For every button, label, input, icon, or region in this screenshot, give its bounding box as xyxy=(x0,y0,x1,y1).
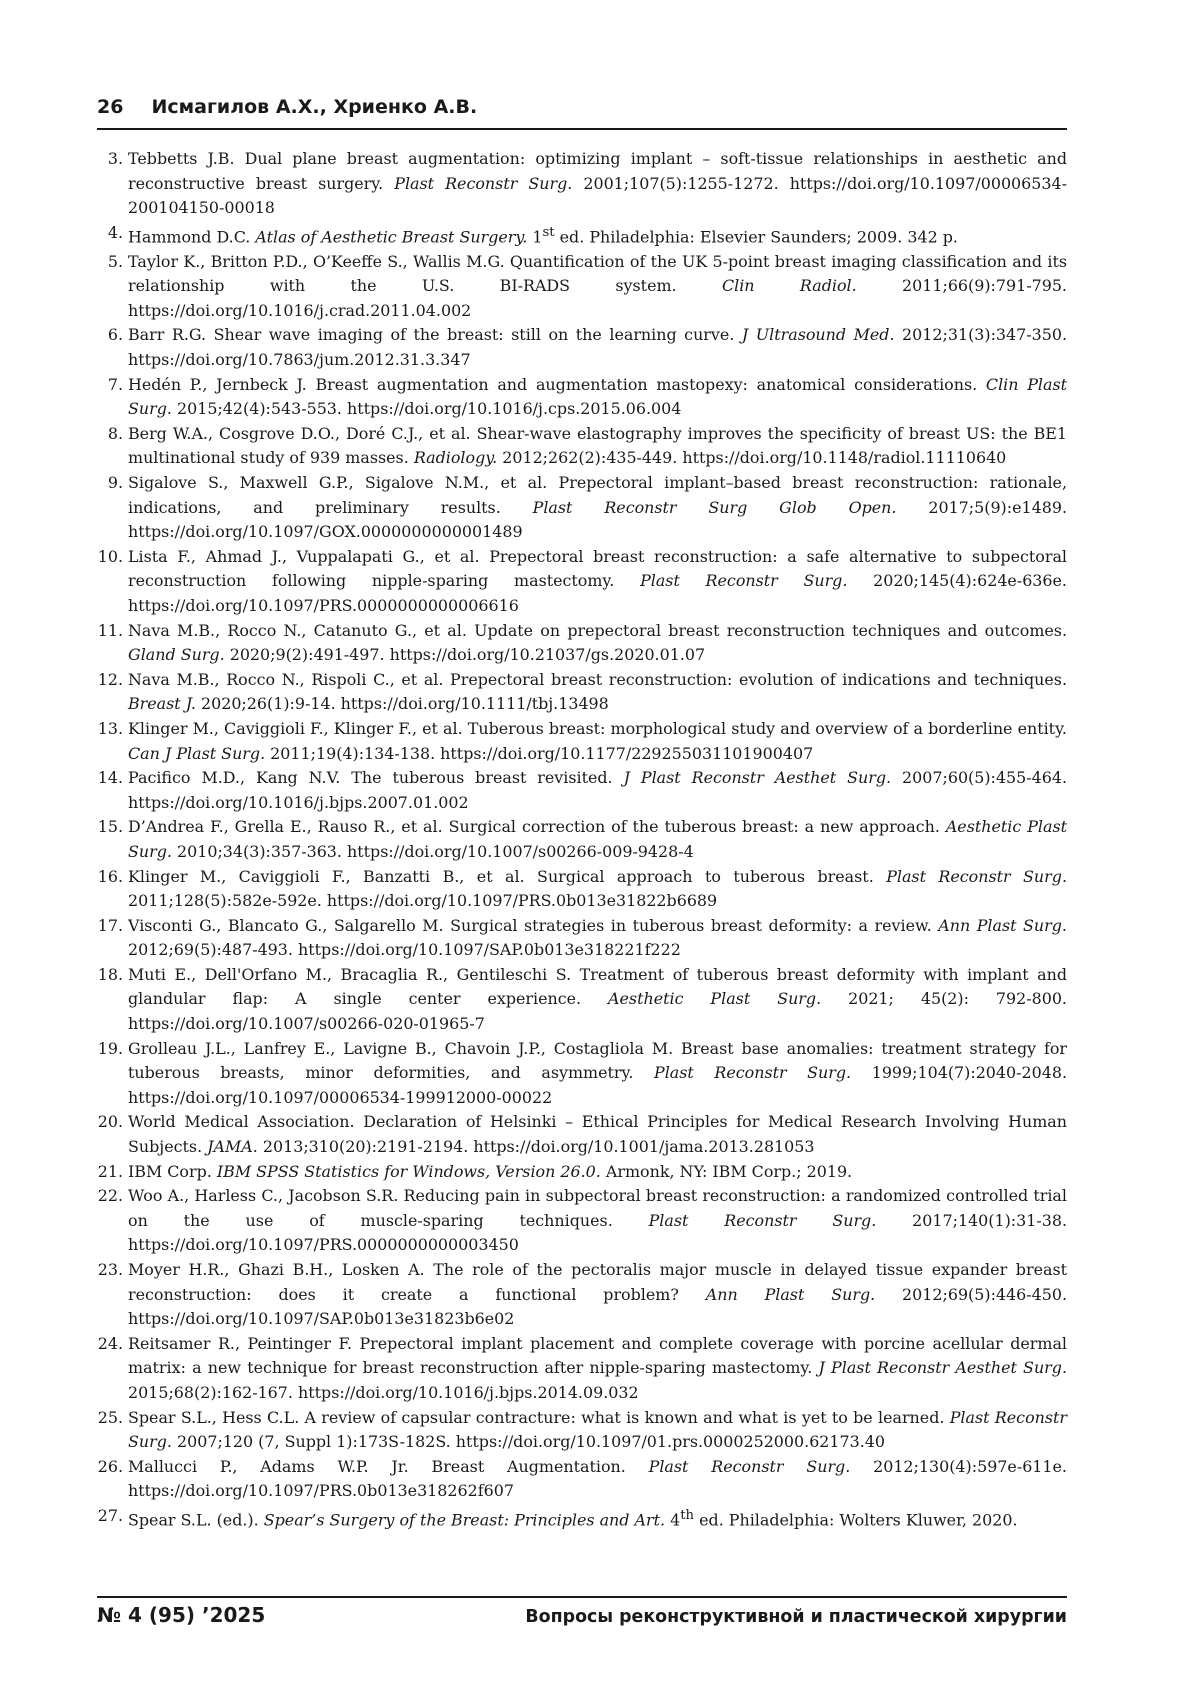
reference-item xyxy=(97,250,1067,324)
reference-source-title: Can J Plast Surg. xyxy=(128,743,266,763)
reference-item xyxy=(97,373,1067,422)
reference-segment: Tebbetts J.B. Dual plane breast augmentation: optimizing implant – soft-tissue relationships in aesthetic and reconstructive breast surgery. xyxy=(128,149,1067,193)
reference-text xyxy=(128,1110,1067,1159)
reference-number: 26. xyxy=(97,1456,123,1476)
reference-source-title: Atlas of Aesthetic Breast Surgery. xyxy=(255,227,528,247)
reference-segment: 2012;69(5):487-493. https://doi.org/10.1097/SAP.0b013e318221f222 xyxy=(128,940,681,960)
reference-text xyxy=(128,766,1067,815)
reference-source-title: Plast Reconstr Surg. xyxy=(648,1456,851,1476)
reference-source-title: Spear’s Surgery of the Breast: Principles and Art. xyxy=(263,1510,666,1530)
reference-text xyxy=(128,147,1067,221)
reference-segment: 2021; 45(2): 792-800. https://doi.org/10.1007/s00266-020-01965-7 xyxy=(128,989,1067,1034)
page-footer xyxy=(97,1603,1067,1627)
reference-source-title: Plast Reconstr Surg. xyxy=(640,571,848,591)
reference-source-title: Aesthetic Plast Surg. xyxy=(128,817,1067,861)
reference-text xyxy=(128,221,1067,250)
reference-source-title: JAMA. xyxy=(207,1137,258,1157)
reference-number: 4. xyxy=(107,222,123,242)
reference-source-title: Clin Plast Surg. xyxy=(128,374,1067,419)
reference-segment: Spear S.L. (ed.). xyxy=(128,1510,264,1530)
reference-segment: 2010;34(3):357-363. https://doi.org/10.1007/s00266-009-9428-4 xyxy=(171,841,694,861)
reference-text xyxy=(128,1037,1067,1111)
reference-number: 9. xyxy=(107,473,123,493)
reference-segment: Klinger M., Caviggioli F., Banzatti B., et al. Surgical approach to tuberous breast. xyxy=(128,866,887,886)
reference-number: 3. xyxy=(107,149,123,168)
ordinal-suffix: th xyxy=(680,1507,695,1523)
reference-source-title: Aesthetic Plast Surg. xyxy=(608,989,822,1009)
reference-text xyxy=(128,619,1067,668)
reference-source-title: Plast Reconstr Surg. xyxy=(648,1210,877,1230)
reference-segment: 2011;128(5):582e-592e. https://doi.org/10.1097/PRS.0b013e31822b6689 xyxy=(128,891,718,911)
reference-source-title: J Plast Reconstr Aesthet Surg. xyxy=(818,1358,1067,1378)
reference-number: 12. xyxy=(97,669,123,689)
reference-segment: 2020;145(4):624e-636e. https://doi.org/10.1097/PRS.0000000000006616 xyxy=(128,571,1067,615)
header-divider xyxy=(97,128,1067,130)
reference-list xyxy=(97,147,1067,1533)
reference-source-title: Breast J. xyxy=(128,694,196,714)
reference-text xyxy=(128,717,1067,766)
reference-segment: D’Andrea F., Grella E., Rauso R., et al. Surgical correction of the tuberous breast: a new approach. xyxy=(128,817,946,837)
reference-text xyxy=(128,1184,1067,1258)
reference-segment: Pacifico M.D., Kang N.V. The tuberous breast revisited. xyxy=(128,768,624,788)
reference-segment: 2013;310(20):2191-2194. https://doi.org/10.1001/jama.2013.281053 xyxy=(257,1137,815,1157)
running-head-authors: Исмагилов А.Х., Хриенко А.В. xyxy=(151,96,478,118)
reference-segment: 2011;19(4):134-138. https://doi.org/10.1177/229255031101900407 xyxy=(265,743,814,763)
reference-source-title: Clin Radiol. xyxy=(721,276,857,296)
reference-text xyxy=(128,668,1067,717)
reference-number: 6. xyxy=(107,325,123,345)
reference-segment: Woo A., Harless C., Jacobson S.R. Reducing pain in subpectoral breast reconstruction: a randomized controlled trial on the use of muscle-sparing techniques. xyxy=(128,1186,1067,1230)
page-number: 26 xyxy=(97,96,124,118)
reference-segment: 2015;42(4):543-553. https://doi.org/10.1016/j.cps.2015.06.004 xyxy=(171,399,682,419)
reference-item xyxy=(97,1258,1067,1332)
reference-segment: 2012;69(5):446-450. https://doi.org/10.1097/SAP.0b013e31823b6e02 xyxy=(128,1284,1068,1329)
reference-number: 13. xyxy=(97,718,123,738)
reference-item xyxy=(97,147,1067,221)
reference-text xyxy=(128,963,1067,1037)
reference-segment: ed. Philadelphia: Elsevier Saunders; 2009. 342 p. xyxy=(554,227,958,247)
reference-text xyxy=(128,1160,1067,1185)
reference-source-title: Plast Reconstr Surg. xyxy=(128,1407,1068,1452)
reference-segment: Armonk, NY: IBM Corp.; 2019. xyxy=(600,1161,853,1181)
reference-segment: 4 xyxy=(665,1510,681,1530)
issue-number: № 4 (95) ’2025 xyxy=(97,1603,266,1627)
page-header xyxy=(97,96,1067,118)
reference-segment: Berg W.A., Cosgrove D.O., Doré C.J., et al. Shear-wave elastography improves the specificity of breast US: the BE1 multinational study of 939 masses. xyxy=(128,423,1067,468)
reference-number: 11. xyxy=(97,620,123,640)
reference-item xyxy=(97,1110,1067,1159)
reference-segment: Lista F., Ahmad J., Vuppalapati G., et al. Prepectoral breast reconstruction: a safe alternative to subpectoral reconstruction following nipple-sparing mastectomy. xyxy=(128,546,1067,591)
reference-number: 22. xyxy=(97,1186,123,1206)
reference-segment: Klinger M., Caviggioli F., Klinger F., et al. Tuberous breast: morphological study and overview of a borderline entity. xyxy=(128,718,1067,738)
reference-item xyxy=(97,545,1067,619)
reference-item xyxy=(97,815,1067,864)
reference-segment: Nava M.B., Rocco N., Catanuto G., et al. Update on prepectoral breast reconstruction techniques and outcomes. xyxy=(128,620,1067,640)
reference-source-title: Ann Plast Surg. xyxy=(705,1284,876,1304)
reference-text xyxy=(128,323,1067,372)
reference-text xyxy=(128,1504,1067,1533)
reference-number: 27. xyxy=(97,1505,123,1525)
reference-number: 20. xyxy=(97,1112,123,1132)
ordinal-suffix: st xyxy=(542,224,555,240)
reference-segment: Reitsamer R., Peintinger F. Prepectoral implant placement and complete coverage with porcine acellular dermal matrix: a new technique for breast reconstruction after nipple-sparing mastectomy. xyxy=(128,1333,1067,1378)
reference-number: 10. xyxy=(97,546,123,566)
reference-number: 24. xyxy=(97,1333,123,1353)
reference-source-title: Ann Plast Surg. xyxy=(938,915,1067,935)
reference-segment: Sigalove S., Maxwell G.P., Sigalove N.M., et al. Prepectoral implant–based breast reconstruction: rationale, indications, and preliminary results. xyxy=(128,473,1067,517)
reference-segment: 2007;60(5):455-464. https://doi.org/10.1016/j.bjps.2007.01.002 xyxy=(128,768,1067,812)
reference-item xyxy=(97,422,1067,471)
reference-text xyxy=(128,1406,1067,1455)
reference-text xyxy=(128,250,1067,324)
reference-segment: Nava M.B., Rocco N., Rispoli C., et al. Prepectoral breast reconstruction: evolution of indications and techniques. xyxy=(128,669,1067,689)
reference-item xyxy=(97,619,1067,668)
reference-text xyxy=(128,422,1067,471)
reference-item xyxy=(97,717,1067,766)
reference-source-title: Plast Reconstr Surg. xyxy=(394,173,573,193)
reference-source-title: Plast Reconstr Surg Glob Open. xyxy=(532,497,897,517)
reference-item xyxy=(97,668,1067,717)
reference-segment: IBM Corp. xyxy=(128,1161,217,1181)
reference-item xyxy=(97,1455,1067,1504)
reference-text xyxy=(128,1332,1067,1406)
reference-segment: 1999;104(7):2040-2048. https://doi.org/10.1097/00006534-199912000-00022 xyxy=(128,1063,1068,1107)
reference-item xyxy=(97,766,1067,815)
journal-title: Вопросы реконструктивной и пластической хирургии xyxy=(525,1607,1067,1627)
reference-item xyxy=(97,1037,1067,1111)
reference-segment: Barr R.G. Shear wave imaging of the breast: still on the learning curve. xyxy=(128,325,742,345)
reference-number: 7. xyxy=(107,374,123,394)
reference-source-title: J Ultrasound Med. xyxy=(741,325,895,345)
reference-text xyxy=(128,865,1067,914)
reference-text xyxy=(128,1258,1067,1332)
reference-text xyxy=(128,373,1067,422)
reference-segment: 2020;9(2):491-497. https://doi.org/10.21037/gs.2020.01.07 xyxy=(224,645,706,665)
reference-segment: 2011;66(9):791-795. https://doi.org/10.1016/j.crad.2011.04.002 xyxy=(128,276,1067,320)
reference-source-title: Plast Reconstr Surg. xyxy=(654,1063,852,1083)
reference-segment: Mallucci P., Adams W.P. Jr. Breast Augmentation. xyxy=(128,1456,649,1476)
reference-number: 15. xyxy=(97,817,123,837)
reference-segment: 2001;107(5):1255-1272. https://doi.org/10.1097/00006534-200104150-00018 xyxy=(128,173,1067,218)
footer-divider xyxy=(97,1596,1067,1598)
reference-number: 8. xyxy=(107,423,123,443)
reference-item xyxy=(97,471,1067,545)
reference-segment: Muti E., Dell'Orfano M., Bracaglia R., Gentileschi S. Treatment of tuberous breast deformity with implant and glandular flap: A single center experience. xyxy=(128,964,1067,1009)
reference-text xyxy=(128,815,1067,864)
reference-segment: 2020;26(1):9-14. https://doi.org/10.1111/tbj.13498 xyxy=(195,694,609,714)
reference-segment: 2012;262(2):435-449. https://doi.org/10.1148/radiol.11110640 xyxy=(497,448,1007,468)
reference-number: 23. xyxy=(97,1260,123,1280)
reference-number: 18. xyxy=(97,964,123,984)
reference-number: 17. xyxy=(97,915,123,935)
reference-number: 16. xyxy=(97,866,123,886)
reference-item xyxy=(97,914,1067,963)
reference-segment: Hammond D.C. xyxy=(128,227,256,247)
reference-segment: 2007;120 (7, Suppl 1):173S-182S. https://doi.org/10.1097/01.prs.0000252000.62173.40 xyxy=(171,1432,886,1452)
reference-segment: Moyer H.R., Ghazi B.H., Losken A. The role of the pectoralis major muscle in delayed tissue expander breast reconstruction: does it create a functional problem? xyxy=(128,1260,1067,1304)
reference-item xyxy=(97,221,1067,250)
reference-item xyxy=(97,323,1067,372)
reference-number: 21. xyxy=(97,1161,123,1181)
reference-segment: Spear S.L., Hess C.L. A review of capsular contracture: what is known and what is yet to be learned. xyxy=(128,1407,950,1427)
reference-segment: ed. Philadelphia: Wolters Kluwer, 2020. xyxy=(694,1510,1018,1530)
reference-text xyxy=(128,545,1067,619)
reference-number: 19. xyxy=(97,1038,123,1058)
reference-number: 25. xyxy=(97,1407,123,1427)
reference-segment: 2012;31(3):347-350. https://doi.org/10.7863/jum.2012.31.3.347 xyxy=(128,325,1068,370)
reference-segment: Grolleau J.L., Lanfrey E., Lavigne B., Chavoin J.P., Costagliola M. Breast base anomalies: treatment strategy for tuberous breasts, minor deformities, and asymmetry. xyxy=(128,1038,1067,1083)
reference-text xyxy=(128,471,1067,545)
reference-item xyxy=(97,1160,1067,1185)
reference-item xyxy=(97,1406,1067,1455)
reference-segment: 1 xyxy=(527,227,543,247)
reference-item xyxy=(97,1504,1067,1533)
reference-number: 14. xyxy=(97,768,123,788)
reference-segment: Visconti G., Blancato G., Salgarello M. Surgical strategies in tuberous breast deformity: a review. xyxy=(128,915,939,935)
reference-segment: World Medical Association. Declaration of Helsinki – Ethical Principles for Medical Research Involving Human Subjects. xyxy=(128,1112,1067,1157)
reference-item xyxy=(97,1332,1067,1406)
reference-item xyxy=(97,963,1067,1037)
reference-source-title: Gland Surg. xyxy=(128,645,225,665)
reference-text xyxy=(128,914,1067,963)
reference-segment: 2017;5(9):e1489. https://doi.org/10.1097/GOX.0000000000001489 xyxy=(128,497,1068,542)
reference-segment: 2015;68(2):162-167. https://doi.org/10.1016/j.bjps.2014.09.032 xyxy=(128,1382,639,1402)
reference-source-title: Radiology. xyxy=(413,448,498,468)
reference-source-title: IBM SPSS Statistics for Windows, Version 26.0. xyxy=(216,1161,601,1181)
reference-source-title: J Plast Reconstr Aesthet Surg. xyxy=(623,768,892,788)
reference-number: 5. xyxy=(107,251,123,271)
reference-segment: Taylor K., Britton P.D., O’Keeffe S., Wallis M.G. Quantification of the UK 5-point breast imaging classification and its relationship with the U.S. BI-RADS system. xyxy=(128,251,1067,296)
reference-item xyxy=(97,1184,1067,1258)
reference-source-title: Plast Reconstr Surg. xyxy=(886,866,1067,886)
reference-item xyxy=(97,865,1067,914)
reference-text xyxy=(128,1455,1067,1504)
reference-segment: 2012;130(4):597e-611e. https://doi.org/10.1097/PRS.0b013e318262f607 xyxy=(128,1456,1067,1501)
reference-segment: Hedén P., Jernbeck J. Breast augmentation and augmentation mastopexy: anatomical considerations. xyxy=(128,374,986,394)
reference-segment: 2017;140(1):31-38. https://doi.org/10.1097/PRS.0000000000003450 xyxy=(128,1210,1067,1255)
